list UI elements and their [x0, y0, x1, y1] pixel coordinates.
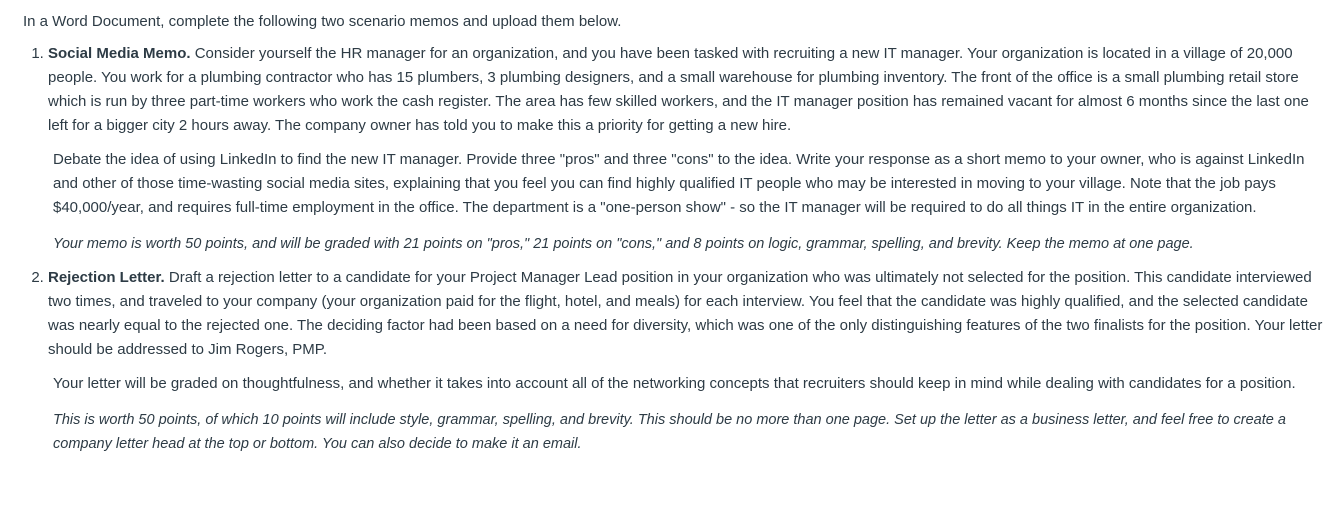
scenario-item-social-media-memo: [48, 42, 1325, 256]
scenario-description: [48, 266, 1325, 362]
scenario-body: Consider yourself the HR manager for an organization, and you have been tasked with recruiting a new IT manager. Your organization is located in a village of 20,000 people. You work for a plumbing contractor who has 15 plumbers, 3 plumbing designers, and a small warehouse for plumbing inventory. The front of the office is a small plumbing retail store which is run by three part-time workers who work the cash register. The area has few skilled workers, and the IT manager position has remained vacant for almost 6 months since the last one left for a bigger city 2 hours away. The company owner has told you to make this a priority for getting a new hire.: [48, 45, 1309, 134]
assignment-intro: In a Word Document, complete the following two scenario memos and upload them below.: [23, 13, 622, 30]
grading-note: Your memo is worth 50 points, and will be graded with 21 points on "pros," 21 points on "cons," and 8 points on logic, grammar, spelling, and brevity. Keep the memo at one page.: [53, 236, 1194, 252]
grading-note: This is worth 50 points, of which 10 points will include style, grammar, spelling, and brevity. This should be no more than one page. Set up the letter as a business letter, and feel free to create a company letter head at the top or bottom. You can also decide to make it an email.: [53, 412, 1286, 452]
scenario-title: Social Media Memo.: [48, 45, 191, 62]
scenario-body: Draft a rejection letter to a candidate for your Project Manager Lead position in your organization who was ultimately not selected for the position. This candidate interviewed two times, and traveled to your company (your organization paid for the flight, hotel, and meals) for each interview. You feel that the candidate was highly qualified, and the selected candidate was nearly equal to the rejected one. The deciding factor had been based on a need for diversity, which was one of the only distinguishing features of the two finalists for the position. Your letter should be addressed to Jim Rogers, PMP.: [48, 269, 1323, 358]
scenario-detail: Debate the idea of using LinkedIn to find the new IT manager. Provide three "pros" and three "cons" to the idea. Write your response as a short memo to your owner, who is against LinkedIn and other of those time-wasting social media sites, explaining that you feel you can find highly qualified IT people who may be interested in moving to your village. Note that the job pays $40,000/year, and requires full-time employment in the office. The department is a "one-person show" - so the IT manager will be required to do all things IT in the entire organization.: [53, 151, 1305, 216]
scenario-detail: Your letter will be graded on thoughtfulness, and whether it takes into account all of the networking concepts that recruiters should keep in mind while dealing with candidates for a position.: [53, 375, 1296, 392]
scenario-title: Rejection Letter.: [48, 269, 165, 286]
scenario-item-rejection-letter: [48, 266, 1325, 456]
scenario-description: [48, 42, 1325, 138]
scenario-list: [23, 42, 1325, 456]
